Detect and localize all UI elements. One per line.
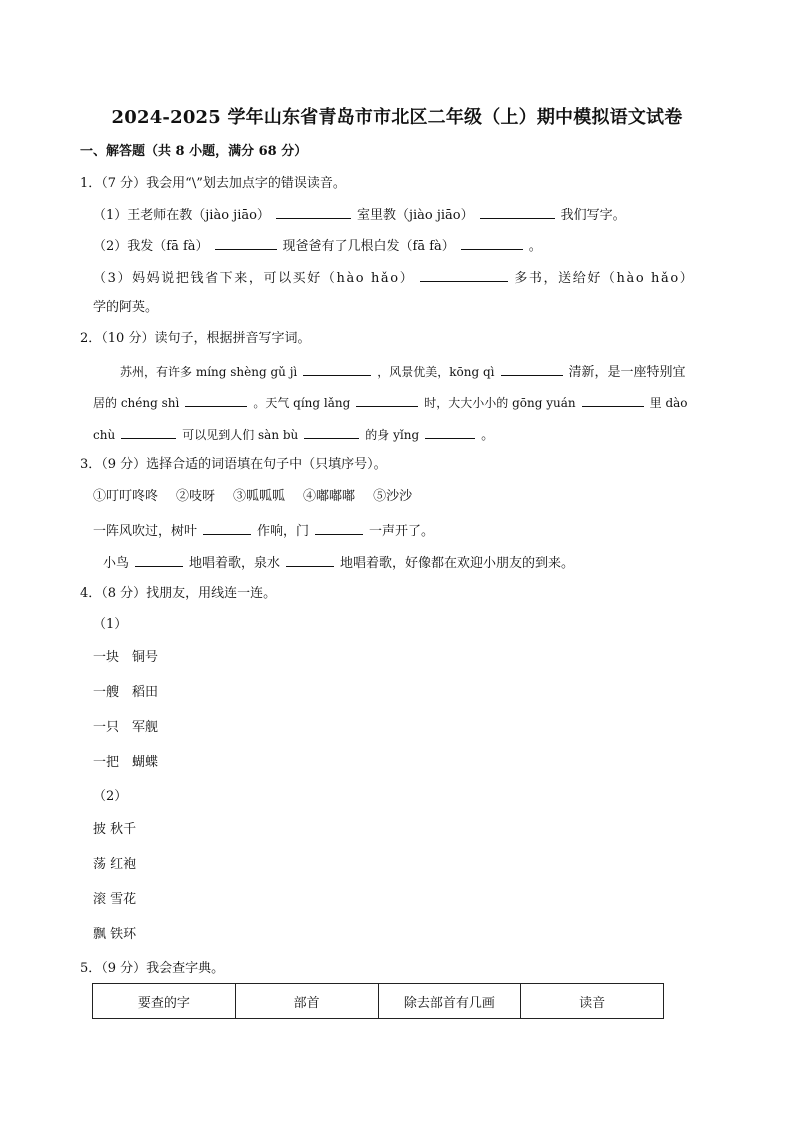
table-header-cell: 要查的字: [93, 984, 236, 1019]
q2-r3-text-b: 可以见到人们 sàn bù: [182, 428, 299, 442]
q3-options: [93, 488, 430, 506]
q3-option: ③呱呱呱: [233, 489, 286, 504]
q1-line-3: [93, 268, 694, 288]
answer-blank[interactable]: [203, 521, 251, 535]
q3-s1-text-b: 作响，门: [257, 524, 310, 539]
q2-r2-text-b: 。天气 qíng lǎng: [253, 396, 351, 410]
q4-match-item: 一艘 稻田: [93, 685, 159, 700]
q1-line-1: [93, 205, 626, 225]
q3-option: ②吱呀: [176, 489, 216, 504]
q4-match-item: 荡 红袍: [93, 857, 137, 872]
q4-match-item: 滚 雪花: [93, 892, 137, 907]
page-title: 2024-2025 学年山东省青岛市市北区二年级（上）期中模拟语文试卷: [111, 107, 683, 128]
q2-heading: 2．（10 分）读句子，根据拼音写字词。: [80, 331, 311, 346]
table-header-cell: 除去部首有几画: [378, 984, 521, 1019]
q2-r1-text-c: 清新，是一座特别宜: [568, 365, 686, 380]
table-header-cell: 读音: [521, 984, 664, 1019]
answer-blank[interactable]: [461, 236, 523, 250]
table-header-row: [93, 984, 664, 1019]
q3-option: ④嘟嘟嘟: [303, 489, 356, 504]
q1-line-2: [93, 236, 542, 256]
q2-r3-text-d: 。: [481, 428, 495, 443]
table-header-cell: 部首: [235, 984, 378, 1019]
q4-part-2-label: （2）: [93, 789, 128, 804]
q2-row-2: [93, 393, 688, 413]
q1-line-4: 学的阿英。: [93, 300, 159, 315]
answer-blank[interactable]: [276, 205, 351, 219]
q2-r1-text-a: 苏州，有许多 míng shèng gǔ jì: [120, 365, 298, 379]
q3-sentence-2: [103, 553, 574, 573]
q2-r2-text-a: 居的 chéng shì: [93, 396, 180, 410]
q1-l3-text-a: （3）妈妈说把钱省下来，可以买好（hào hǎo）: [93, 271, 415, 286]
answer-blank[interactable]: [501, 362, 563, 376]
answer-blank[interactable]: [304, 425, 359, 439]
answer-blank[interactable]: [425, 425, 475, 439]
q1-l2-text-b: 现爸爸有了几根白发（fā fà）: [282, 239, 455, 254]
q3-s2-text-b: 地唱着歌，泉水: [189, 556, 281, 571]
q2-r3-text-c: 的身 yǐng: [365, 428, 420, 442]
q2-r2-text-d: 里 dào: [649, 396, 688, 410]
answer-blank[interactable]: [121, 425, 176, 439]
q1-l1-text-a: （1）王老师在教（jiào jiāo）: [93, 208, 270, 223]
q1-l3-text-b: 多书，送给好（hào hǎo）: [514, 271, 695, 286]
q2-r3-text-a: chù: [93, 428, 116, 442]
q2-row-1: [120, 362, 686, 382]
q1-l2-text-c: 。: [528, 239, 542, 254]
q4-match-item: 披 秋千: [93, 822, 137, 837]
q3-s1-text-c: 一声开了。: [369, 524, 435, 539]
answer-blank[interactable]: [480, 205, 555, 219]
q1-l2-text-a: （2）我发（fā fà）: [93, 239, 209, 254]
dictionary-table: [92, 983, 664, 1019]
q2-r2-text-c: 时，大大小小的 gōng yuán: [424, 396, 576, 410]
answer-blank[interactable]: [135, 553, 183, 567]
q5-heading: 5．（9 分）我会查字典。: [80, 961, 225, 976]
q1-heading: 1．（7 分）我会用“\”划去加点字的错误读音。: [80, 176, 346, 191]
q4-heading: 4．（8 分）找朋友，用线连一连。: [80, 586, 277, 601]
q4-part-1-label: （1）: [93, 617, 128, 632]
answer-blank[interactable]: [303, 362, 371, 376]
q2-row-3: [93, 425, 494, 445]
q1-l1-text-c: 我们写字。: [560, 208, 626, 223]
q4-match-item: 一只 军舰: [93, 720, 159, 735]
answer-blank[interactable]: [215, 236, 277, 250]
answer-blank[interactable]: [420, 268, 508, 282]
q3-s1-text-a: 一阵风吹过，树叶: [93, 524, 198, 539]
q3-option: ①叮叮咚咚: [93, 489, 159, 504]
answer-blank[interactable]: [582, 393, 644, 407]
q1-l1-text-b: 室里教（jiào jiāo）: [356, 208, 474, 223]
q3-s2-text-c: 地唱着歌，好像都在欢迎小朋友的到来。: [340, 556, 575, 571]
q4-match-item: 飘 铁环: [93, 927, 137, 942]
answer-blank[interactable]: [356, 393, 418, 407]
q3-option: ⑤沙沙: [373, 489, 413, 504]
q3-s2-text-a: 小鸟: [103, 556, 130, 571]
q3-heading: 3．（9 分）选择合适的词语填在句子中（只填序号）。: [80, 457, 387, 472]
answer-blank[interactable]: [185, 393, 247, 407]
q4-match-item: 一块 铜号: [93, 650, 159, 665]
q2-r1-text-b: ，风景优美，kōng qì: [377, 365, 495, 379]
q3-sentence-1: [93, 521, 434, 541]
answer-blank[interactable]: [286, 553, 334, 567]
q4-match-item: 一把 蝴蝶: [93, 755, 159, 770]
answer-blank[interactable]: [315, 521, 363, 535]
section-heading: 一、解答题（共 8 小题，满分 68 分）: [80, 144, 308, 159]
